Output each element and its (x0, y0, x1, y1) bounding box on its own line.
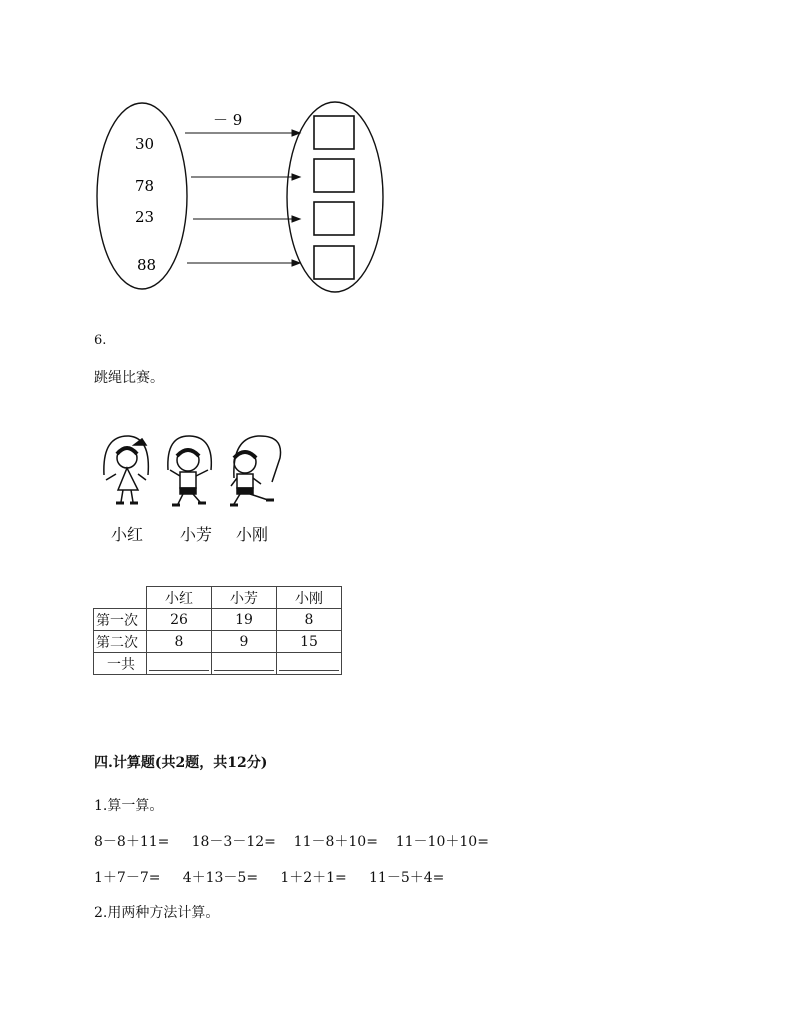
subtraction-mapping-diagram (95, 100, 395, 300)
answer-box-4[interactable] (314, 246, 354, 279)
arrow-head-2 (292, 174, 300, 180)
table-row (94, 653, 342, 675)
answer-box-3[interactable] (314, 202, 354, 235)
calc-line-2: 1＋7－7= 4＋13－5= 1＋2＋1= 11－5＋4= (94, 870, 445, 886)
table-cell: 9 (212, 631, 277, 653)
table-cell: 8 (147, 631, 212, 653)
input-value-2: 78 (135, 177, 155, 195)
row-label: 一共 (94, 653, 147, 675)
calc-line-1: 8－8＋11= 18－3－12= 11－8＋10= 11－10＋10= (94, 834, 489, 850)
girl-figure (104, 436, 148, 503)
table-corner-cell (94, 587, 147, 609)
jump-rope-score-table (93, 586, 342, 675)
table-cell: 19 (212, 609, 277, 631)
table-header-row (94, 587, 342, 609)
question-number: 6. (94, 333, 107, 348)
total-answer-cell[interactable] (277, 653, 342, 675)
question-1-title: 1.算一算。 (94, 798, 164, 814)
kid-name-xiaogang: 小刚 (236, 525, 269, 544)
question-text: 跳绳比赛。 (94, 370, 164, 386)
jump-rope-kids-illustration (96, 430, 296, 515)
table-cell: 26 (147, 609, 212, 631)
answer-blank[interactable] (279, 656, 339, 671)
boy-figure-1 (168, 436, 211, 505)
total-answer-cell[interactable] (147, 653, 212, 675)
table-cell: 15 (277, 631, 342, 653)
input-value-4: 88 (137, 256, 157, 274)
arrow-head-3 (292, 216, 300, 222)
section-title: 四.计算题(共2题，共12分) (94, 755, 268, 771)
answer-box-2[interactable] (314, 159, 354, 192)
total-answer-cell[interactable] (212, 653, 277, 675)
answer-blank[interactable] (149, 656, 209, 671)
table-cell: 8 (277, 609, 342, 631)
question-2-title: 2.用两种方法计算。 (94, 905, 220, 921)
input-value-1: 30 (135, 135, 155, 153)
kid-name-xiaohong: 小红 (111, 525, 144, 544)
table-header-cell: 小芳 (212, 587, 277, 609)
answer-box-1[interactable] (314, 116, 354, 149)
input-value-3: 23 (135, 208, 155, 226)
row-label: 第一次 (94, 609, 147, 631)
table-header-cell: 小红 (147, 587, 212, 609)
answer-blank[interactable] (214, 656, 274, 671)
row-label: 第二次 (94, 631, 147, 653)
kid-name-xiaofang: 小芳 (180, 525, 213, 544)
operation-label: － 9 (213, 111, 243, 129)
table-header-cell: 小刚 (277, 587, 342, 609)
boy-figure-2 (230, 436, 281, 505)
table-row (94, 609, 342, 631)
table-row (94, 631, 342, 653)
